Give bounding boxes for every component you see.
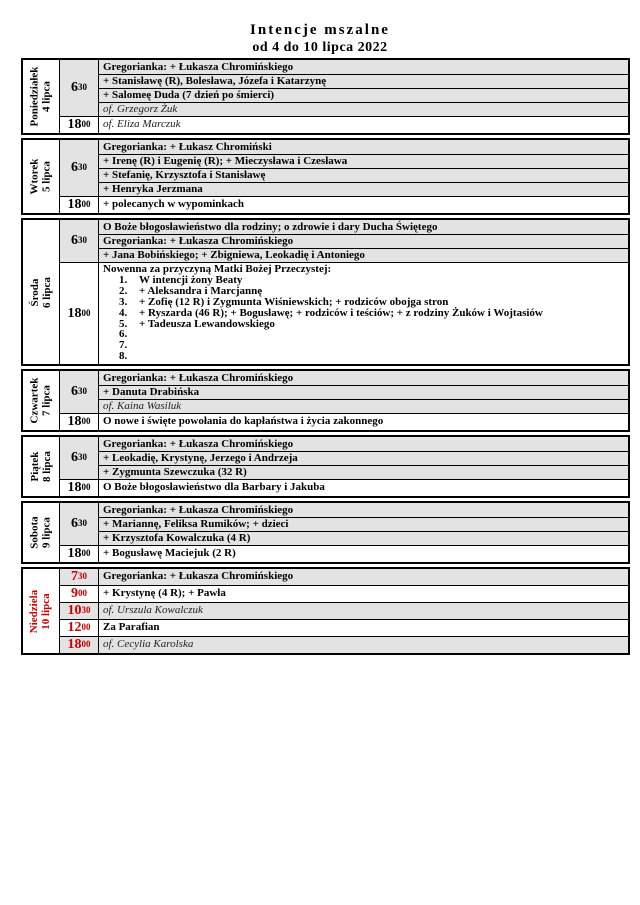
intention-line: Gregorianka: + Łukasza Chromińskiego [99,437,628,451]
mass-column [60,371,628,430]
mass-time: 18 $^{00}$ [60,414,99,430]
intentions-cell [99,371,628,413]
nowenna-line [103,308,624,319]
intention-text: Nowenna za przyczyną Matki Bożej Przeczystej: [103,263,332,275]
nowenna-number: 4. [119,306,128,319]
intention-text: + Aleksandra i Marcjannę [139,284,263,297]
mass-row [60,371,628,413]
day-label-cell [23,569,60,653]
intention-line: + Stefanię, Krzysztofa i Stanisławę [99,168,628,182]
nowenna-number: 8. [119,350,128,363]
intention-line: + Bogusławę Maciejuk (2 R) [99,546,628,560]
mass-row [60,602,628,619]
intentions-cell [99,60,628,116]
day-name: Niedziela [28,589,41,633]
nowenna-number: 6. [119,328,128,341]
mass-time: 7 $^{30}$ [60,569,99,585]
intentions-cell [99,197,628,213]
intention-line: of. Cecylia Karolska [99,637,628,651]
document-subtitle-date-range: od 4 do 10 lipca 2022 [252,40,388,55]
day-name: Czwartek [28,377,41,424]
day-date: 7 lipca [40,385,53,417]
intention-line: + Leokadię, Krystynę, Jerzego i Andrzeja [99,451,628,465]
time-hour: 18 [67,117,82,132]
nowenna-line [103,351,624,362]
time-hour: 18 [67,414,82,430]
mass-time: 18 $^{00}$ [60,637,99,653]
intention-line: + Zygmunta Szewczuka (32 R) [99,465,628,479]
intention-line: of. Grzegorz Żuk [99,102,628,116]
day-label [29,589,52,632]
intention-text [139,329,624,340]
mass-time: 6 $^{30}$ [60,437,99,479]
nowenna-number: 5. [119,317,128,330]
mass-row [60,437,628,479]
day-label-cell [23,140,60,213]
intentions-cell [99,117,628,133]
time-hour: 18 [67,197,82,212]
day-label-cell [23,503,60,562]
time-hour: 18 [67,305,82,321]
day-block [21,218,630,366]
intention-line: + Krzysztofa Kowalczuka (4 R) [99,531,628,545]
mass-time: 6 $^{30}$ [60,140,99,196]
intention-line: + Mariannę, Feliksa Rumików; + dzieci [99,517,628,531]
time-hour: 6 [71,160,78,175]
page-title [0,22,640,56]
mass-row [60,262,628,364]
day-label [29,378,52,424]
mass-time: 18 $^{00}$ [60,480,99,496]
mass-time: 12 $^{00}$ [60,620,99,636]
day-date: 4 lipca [40,81,53,112]
intentions-cell [99,603,628,619]
intention-text: + Tadeusza Lewandowskiego [139,317,275,330]
day-name: Wtorek [28,158,41,195]
time-hour: 6 [71,450,78,466]
mass-row [60,140,628,196]
intentions-cell [99,140,628,196]
mass-row [60,545,628,562]
mass-row [60,636,628,653]
intention-text: + Ryszarda (46 R); + Bogusławę; + rodziców i teściów; + z rodziny Żuków i Wojtasiów [139,306,543,319]
intention-line: of. Urszula Kowalczuk [99,603,628,617]
mass-column [60,220,628,364]
intention-line: + Salomeę Duda (7 dzień po śmierci) [99,88,628,102]
day-label [29,159,52,195]
time-hour: 18 [67,480,82,496]
intentions-cell [99,586,628,602]
intentions-cell [99,437,628,479]
mass-row [60,60,628,116]
intention-line: O nowe i święte powołania do kapłaństwa i życia zakonnego [99,414,628,428]
mass-time: 6 $^{30}$ [60,220,99,262]
mass-column [60,503,628,562]
mass-time: 10 $^{30}$ [60,603,99,619]
intention-line: + Danuta Drabińska [99,385,628,399]
time-hour: 6 [71,516,78,532]
intentions-cell [99,620,628,636]
day-block [21,138,630,215]
intention-text [139,351,624,362]
day-label-cell [23,371,60,430]
intention-text: + Zofię (12 R) i Zygmunta Wiśniewskich; + rodziców obojga stron [139,295,449,308]
intention-line: of. Eliza Marczuk [99,117,628,131]
mass-column [60,569,628,653]
intentions-cell [99,263,628,364]
nowenna-line [103,297,624,308]
intention-line: + Stanisławę (R), Bolesława, Józefa i Katarzynę [99,74,628,88]
mass-column [60,140,628,213]
day-name: Środa [28,278,41,307]
time-hour: 6 [71,233,78,248]
time-hour: 6 [71,80,78,95]
mass-row [60,503,628,545]
intention-line: Gregorianka: + Łukasza Chromińskiego [99,569,628,583]
intention-text [139,340,624,351]
nowenna-cell [99,263,628,364]
intention-line: of. Kaina Wasiluk [99,399,628,413]
mass-time: 18 $^{00}$ [60,263,99,364]
mass-row [60,196,628,213]
day-name: Sobota [28,516,41,549]
day-date: 6 lipca [40,276,52,308]
intentions-cell [99,414,628,430]
intention-line: Gregorianka: + Łukasza Chromińskiego [99,503,628,517]
day-name: Piątek [28,451,41,482]
time-hour: 12 [67,620,82,636]
day-block [21,567,630,655]
intention-line: Gregorianka: + Łukasza Chromińskiego [99,234,628,248]
mass-row [60,413,628,430]
intention-line: Gregorianka: + Łukasza Chromińskiego [99,371,628,385]
intentions-cell [99,220,628,262]
day-block [21,369,630,432]
document-title: Intencje mszalne [250,22,390,38]
nowenna-number: 2. [119,284,128,297]
time-hour: 7 [71,569,78,585]
intention-text: W intencji żony Beaty [139,273,243,286]
intention-line: O Boże błogosławieństwo dla Barbary i Jakuba [99,480,628,494]
day-date: 5 lipca [39,161,52,192]
nowenna-line [103,329,624,340]
day-label-cell [23,220,60,364]
day-label [29,451,52,482]
intention-line: O Boże błogosławieństwo dla rodziny; o zdrowie i dary Ducha Świętego [99,220,628,234]
intentions-cell [99,546,628,562]
day-label [29,277,52,308]
mass-time: 18 $^{00}$ [60,197,99,213]
mass-time: 6 $^{30}$ [60,60,99,116]
intention-line: + Krystynę (4 R); + Pawła [99,586,628,600]
day-label-cell [23,437,60,496]
intentions-cell [99,503,628,545]
intention-line: + Jana Bobińskiego; + Zbigniewa, Leokadię i Antoniego [99,248,628,262]
mass-row [60,585,628,602]
day-label-cell [23,60,60,133]
mass-row [60,479,628,496]
day-name: Poniedziałek [28,66,41,127]
intention-line: + Henryka Jerzmana [99,182,628,196]
intention-line: Gregorianka: + Łukasz Chromiński [99,140,628,154]
intentions-cell [99,637,628,653]
nowenna-line [103,340,624,351]
nowenna-number: 1. [119,273,128,286]
day-block [21,501,630,564]
intention-line: Gregorianka: + Łukasza Chromińskiego [99,60,628,74]
mass-time: 6 $^{30}$ [60,371,99,413]
mass-time: 9 $^{00}$ [60,586,99,602]
mass-row [60,569,628,585]
nowenna-line [103,319,624,330]
time-hour: 10 [67,603,82,619]
mass-column [60,437,628,496]
mass-row [60,220,628,262]
day-date: 9 lipca [40,517,52,549]
time-hour: 18 [67,546,82,562]
intention-line: + polecanych w wypominkach [99,197,628,211]
mass-row [60,116,628,133]
nowenna-number: 3. [119,295,128,308]
intention-line: + Irenę (R) i Eugenię (R); + Mieczysława i Czesława [99,154,628,168]
intention-line: Za Parafian [99,620,628,634]
day-date: 8 lipca [40,451,52,483]
time-hour: 9 [71,586,78,602]
mass-time: 6 $^{30}$ [60,503,99,545]
intentions-cell [99,569,628,585]
day-date: 10 lipca [40,592,53,630]
time-hour: 6 [71,384,78,400]
day-label [29,516,52,548]
nowenna-number: 7. [119,339,128,352]
schedule-table [21,58,630,658]
mass-time: 18 $^{00}$ [60,117,99,133]
time-hour: 18 [67,637,82,653]
day-label [29,67,52,127]
intentions-cell [99,480,628,496]
mass-column [60,60,628,133]
day-block [21,58,630,135]
mass-time: 18 $^{00}$ [60,546,99,562]
mass-row [60,619,628,636]
day-block [21,435,630,498]
